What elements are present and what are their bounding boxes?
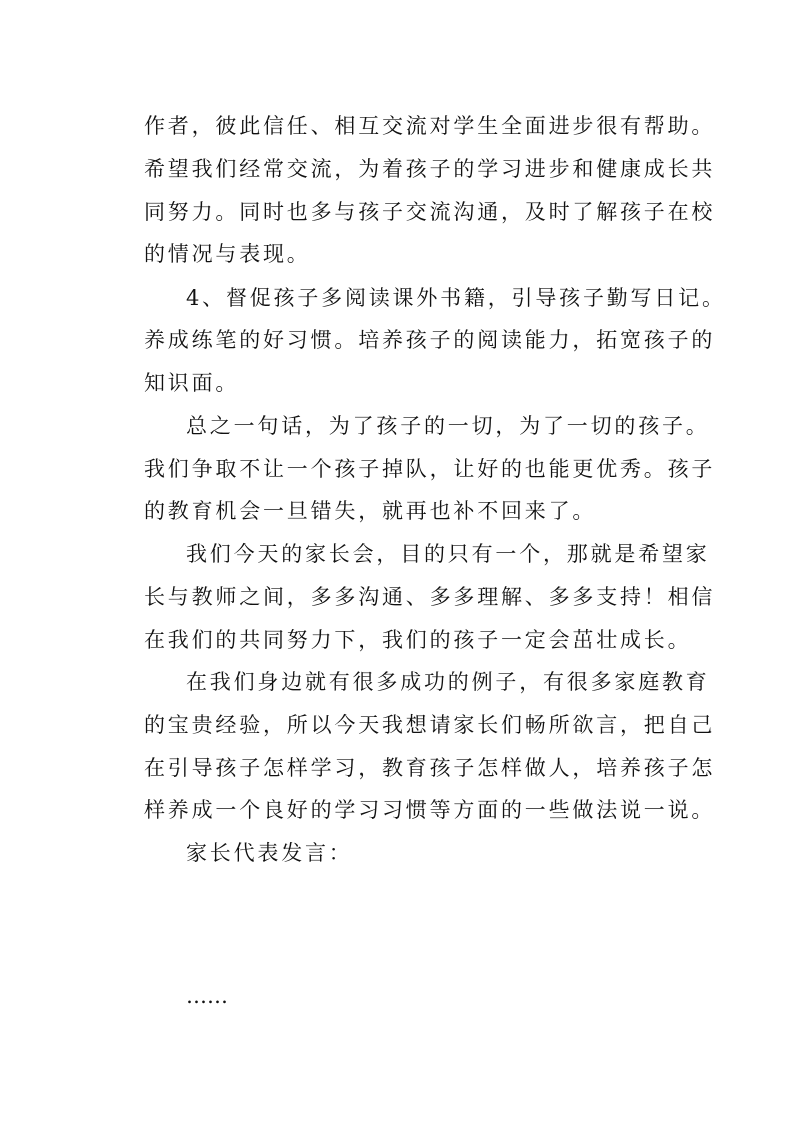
paragraph-line: 在引导孩子怎样学习，教育孩子怎样做人，培养孩子怎	[144, 756, 716, 780]
paragraph-line: 在我们身边就有很多成功的例子，有很多家庭教育	[186, 670, 710, 694]
paragraph-line: 的教育机会一旦错失，就再也补不回来了。	[144, 499, 597, 523]
paragraph-line: 养成练笔的好习惯。培养孩子的阅读能力，拓宽孩子的	[144, 328, 716, 352]
paragraph-line: 希望我们经常交流，为着孩子的学习进步和健康成长共	[144, 157, 716, 181]
paragraph-line: 长与教师之间，多多沟通、多多理解、多多支持！相信	[144, 585, 716, 609]
paragraph-line: 4、督促孩子多阅读课外书籍，引导孩子勤写日记。	[186, 286, 726, 310]
ellipsis: ……	[186, 984, 228, 1008]
paragraph-line: 同努力。同时也多与孩子交流沟通，及时了解孩子在校	[144, 200, 716, 224]
paragraph-line: 的情况与表现。	[144, 242, 311, 266]
paragraph-line: 在我们的共同努力下，我们的孩子一定会茁壮成长。	[144, 628, 692, 652]
paragraph-line: 我们今天的家长会，目的只有一个，那就是希望家	[186, 542, 710, 566]
paragraph-line: 作者，彼此信任、相互交流对学生全面进步很有帮助。	[144, 114, 716, 138]
paragraph-line: 知识面。	[144, 371, 240, 395]
paragraph-line: 样养成一个良好的学习习惯等方面的一些做法说一说。	[144, 798, 716, 822]
speaker-heading: 家长代表发言：	[186, 841, 353, 865]
paragraph-line: 总之一句话，为了孩子的一切，为了一切的孩子。	[186, 414, 710, 438]
paragraph-line: 的宝贵经验，所以今天我想请家长们畅所欲言，把自己	[144, 713, 716, 737]
paragraph-line: 我们争取不让一个孩子掉队，让好的也能更优秀。孩子	[144, 457, 716, 481]
